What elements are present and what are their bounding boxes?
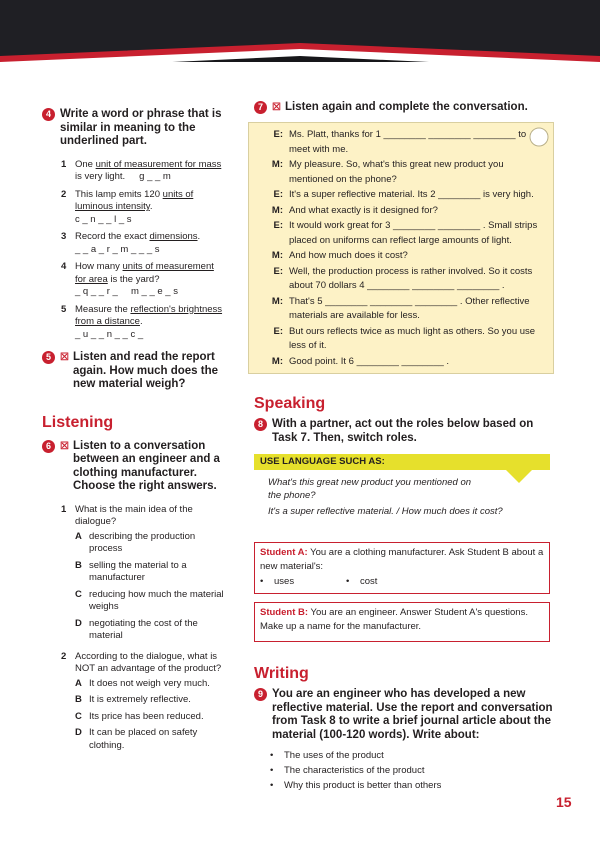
item-underlined: dimensions xyxy=(149,231,198,242)
option-text: negotiating the cost of the material xyxy=(89,617,198,641)
item-pre: Record the exact xyxy=(75,231,150,242)
conversation-line xyxy=(249,219,553,248)
student-a-box xyxy=(254,542,550,594)
listening-heading: Listening xyxy=(42,413,114,431)
item-post: . xyxy=(197,231,201,242)
item-number: 4 xyxy=(61,261,67,272)
item-number: 1 xyxy=(61,158,67,170)
conversation-line xyxy=(249,355,553,370)
option-letter: B xyxy=(75,559,82,571)
page-header-band xyxy=(0,0,600,70)
question-text: According to the dialogue, what is NOT an advantage of the product? xyxy=(75,650,222,674)
language-line-1: What's this great new product you mentioned on the phone? xyxy=(268,477,472,501)
line-text: And how much does it cost? xyxy=(289,250,408,261)
speaker-label: M: xyxy=(271,295,283,307)
conversation-line xyxy=(249,295,553,324)
item-hint: _ u _ _ n _ _ c _ xyxy=(75,328,144,340)
line-text: And what exactly is it designed for? xyxy=(289,204,438,216)
answer-option xyxy=(44,711,224,724)
task-4-number: 4 xyxy=(42,108,55,121)
task-5-instruction: 5 ☒ Listen and read the report again. How much does the new material weigh? xyxy=(42,351,224,392)
item-number: 3 xyxy=(61,231,67,242)
item-pre: Measure the xyxy=(75,303,131,315)
option-letter: D xyxy=(75,727,82,738)
option-letter: A xyxy=(75,530,82,542)
student-b-box xyxy=(254,602,550,642)
line-text: Ms. Platt, thanks for 1 ________ ________ ________ to meet with me. xyxy=(289,129,527,155)
item-number: 2 xyxy=(61,188,67,200)
task-8-number: 8 xyxy=(254,418,267,431)
student-a-bullets: • uses • cost xyxy=(260,576,378,587)
headphones-icon: ☒ xyxy=(60,440,69,452)
line-text: But ours reflects twice as much light as others. So you use less of it. xyxy=(289,325,536,351)
item-post: is the yard? xyxy=(107,273,160,285)
conversation-line xyxy=(249,204,553,219)
headphones-icon: ☒ xyxy=(60,352,69,363)
language-box xyxy=(254,454,550,524)
item-underlined: reflection's brightness from a distance xyxy=(75,303,223,327)
conversation-line xyxy=(249,158,553,187)
task-6-questions xyxy=(44,504,224,753)
language-line-2: It's a super reflective material. / How much does it cost? xyxy=(268,506,503,517)
item-pre: This lamp emits 120 xyxy=(75,188,163,200)
student-a-text: You are a clothing manufacturer. Ask Student B about a new material's: xyxy=(260,547,544,572)
task-6-instruction: 6 ☒ Listen to a conversation between an engineer and a clothing manufacturer. Choose the right answers. xyxy=(42,440,224,494)
student-b-label: Student B: xyxy=(260,607,309,618)
speaker-label: E: xyxy=(273,265,283,277)
task-5-number: 5 xyxy=(42,351,55,364)
option-text: reducing how much the material weighs xyxy=(89,588,224,612)
task-4-item xyxy=(44,304,224,342)
speaker-label: E: xyxy=(273,220,283,231)
question xyxy=(44,651,224,676)
answer-option xyxy=(44,531,224,556)
item-underlined: units of measurement for area xyxy=(75,261,214,285)
writing-bullet xyxy=(270,778,550,793)
conversation-line xyxy=(249,325,553,354)
item-pre: One xyxy=(75,158,96,170)
bullet-text: The uses of the product xyxy=(284,750,384,761)
bullet-icon: • xyxy=(346,576,350,587)
writing-heading: Writing xyxy=(254,665,309,682)
option-text: It is extremely reflective. xyxy=(89,694,191,705)
conversation-line xyxy=(249,249,553,264)
task-7-instruction: 7 ☒ Listen again and complete the conversation. xyxy=(254,101,554,115)
answer-option xyxy=(44,560,224,585)
answer-option xyxy=(44,618,224,643)
student-b-text: You are an engineer. Answer Student A's questions. Make up a name for the manufacturer. xyxy=(260,607,528,632)
item-pre: How many xyxy=(75,261,123,272)
task-4-items xyxy=(44,159,224,342)
bullet-icon: • xyxy=(270,750,274,761)
page-number: 15 xyxy=(556,794,572,810)
line-text: Good point. It 6 ________ ________ . xyxy=(289,355,450,367)
item-underlined: unit of measurement for mass xyxy=(95,158,222,170)
task-4-instruction: 4 Write a word or phrase that is similar in meaning to the underlined part. xyxy=(42,108,224,149)
option-letter: C xyxy=(75,588,82,600)
option-letter: B xyxy=(75,694,82,705)
conversation-box xyxy=(248,122,554,374)
speaker-label: M: xyxy=(271,250,283,261)
bullet-text: Why this product is better than others xyxy=(284,780,442,791)
line-text: It would work great for 3 ________ ________ . Small strips placed on uniforms can reflect large amounts of light. xyxy=(289,220,538,246)
conversation-line xyxy=(249,128,553,157)
speaker-label: E: xyxy=(273,325,283,337)
item-text xyxy=(75,304,224,342)
conversation-line xyxy=(249,265,553,294)
item-text xyxy=(75,189,224,227)
task-4-item xyxy=(44,261,224,299)
item-number: 5 xyxy=(61,303,67,315)
writing-bullet xyxy=(270,763,550,778)
conversation-lines xyxy=(249,123,553,369)
item-hint: c _ n _ _ l _ s xyxy=(75,213,132,225)
question-number: 2 xyxy=(61,650,67,662)
item-text xyxy=(75,231,224,256)
answer-option xyxy=(44,727,224,752)
item-text xyxy=(75,159,224,184)
task-9-bullets xyxy=(270,748,550,793)
item-underlined: units of luminous intensity xyxy=(75,188,194,212)
bullet-icon: • xyxy=(270,765,274,776)
bullet-icon: • xyxy=(270,780,274,791)
answer-option xyxy=(44,694,224,707)
speaking-heading: Speaking xyxy=(254,395,326,412)
item-hint: _ _ a _ r _ m _ _ _ s xyxy=(75,243,160,255)
option-text: Its price has been reduced. xyxy=(89,710,204,722)
answer-option xyxy=(44,589,224,614)
item-post: is very light. xyxy=(75,171,126,182)
task-6-number: 6 xyxy=(42,440,55,453)
task-9-instruction: 9 You are an engineer who has developed a new reflective material. Use the report and conversation from Task 8 to write a brief journal article about the material (100-120 words). Write about: xyxy=(254,688,554,742)
item-post: . xyxy=(149,201,153,212)
writing-bullet xyxy=(270,748,550,763)
question-text: What is the main idea of the dialogue? xyxy=(75,503,193,527)
option-letter: D xyxy=(75,617,82,629)
item-hint: _ q _ _ r _ m _ _ e _ s xyxy=(75,286,178,297)
task-7-number: 7 xyxy=(254,101,267,114)
headphones-icon: ☒ xyxy=(272,102,281,113)
speaker-label: M: xyxy=(271,204,283,216)
task-9-number: 9 xyxy=(254,688,267,701)
speaker-label: E: xyxy=(273,189,283,200)
option-text: describing the production process xyxy=(89,530,196,554)
option-text: selling the material to a manufacturer xyxy=(89,559,187,583)
question-number: 1 xyxy=(61,503,67,515)
line-text: Well, the production process is rather involved. So it costs about 70 dollars 4 ________ ________ ________ . xyxy=(289,265,533,291)
line-text: My pleasure. So, what's this great new product you mentioned on the phone? xyxy=(289,159,504,185)
task-8-instruction: 8 With a partner, act out the roles below based on Task 7. Then, switch roles. xyxy=(254,418,554,445)
bullet-text: The characteristics of the product xyxy=(284,765,425,776)
task-4-item xyxy=(44,159,224,184)
student-a-label: Student A: xyxy=(260,547,308,558)
item-hint: g _ _ m xyxy=(139,171,171,182)
answer-option xyxy=(44,678,224,691)
speech-tail-icon xyxy=(506,470,532,484)
language-box-heading: USE LANGUAGE SUCH AS: xyxy=(254,454,550,470)
item-post: . xyxy=(139,316,143,327)
speaker-label: M: xyxy=(271,159,283,170)
question xyxy=(44,504,224,529)
bullet-icon: • xyxy=(260,576,264,587)
line-text: That's 5 ________ ________ ________ . Other reflective materials are available for less. xyxy=(289,295,530,321)
item-text xyxy=(75,261,224,299)
speaker-label: M: xyxy=(271,355,283,367)
option-letter: C xyxy=(75,710,82,722)
page-curl-icon xyxy=(529,127,549,147)
task-4-item xyxy=(44,231,224,256)
left-column xyxy=(44,108,224,756)
speaker-label: E: xyxy=(273,129,283,140)
option-letter: A xyxy=(75,677,82,689)
conversation-line xyxy=(249,188,553,203)
line-text: It's a super reflective material. Its 2 ________ is very high. xyxy=(289,189,534,200)
task-4-item xyxy=(44,189,224,227)
option-text: It can be placed on safety clothing. xyxy=(89,727,198,751)
option-text: It does not weigh very much. xyxy=(89,677,210,689)
